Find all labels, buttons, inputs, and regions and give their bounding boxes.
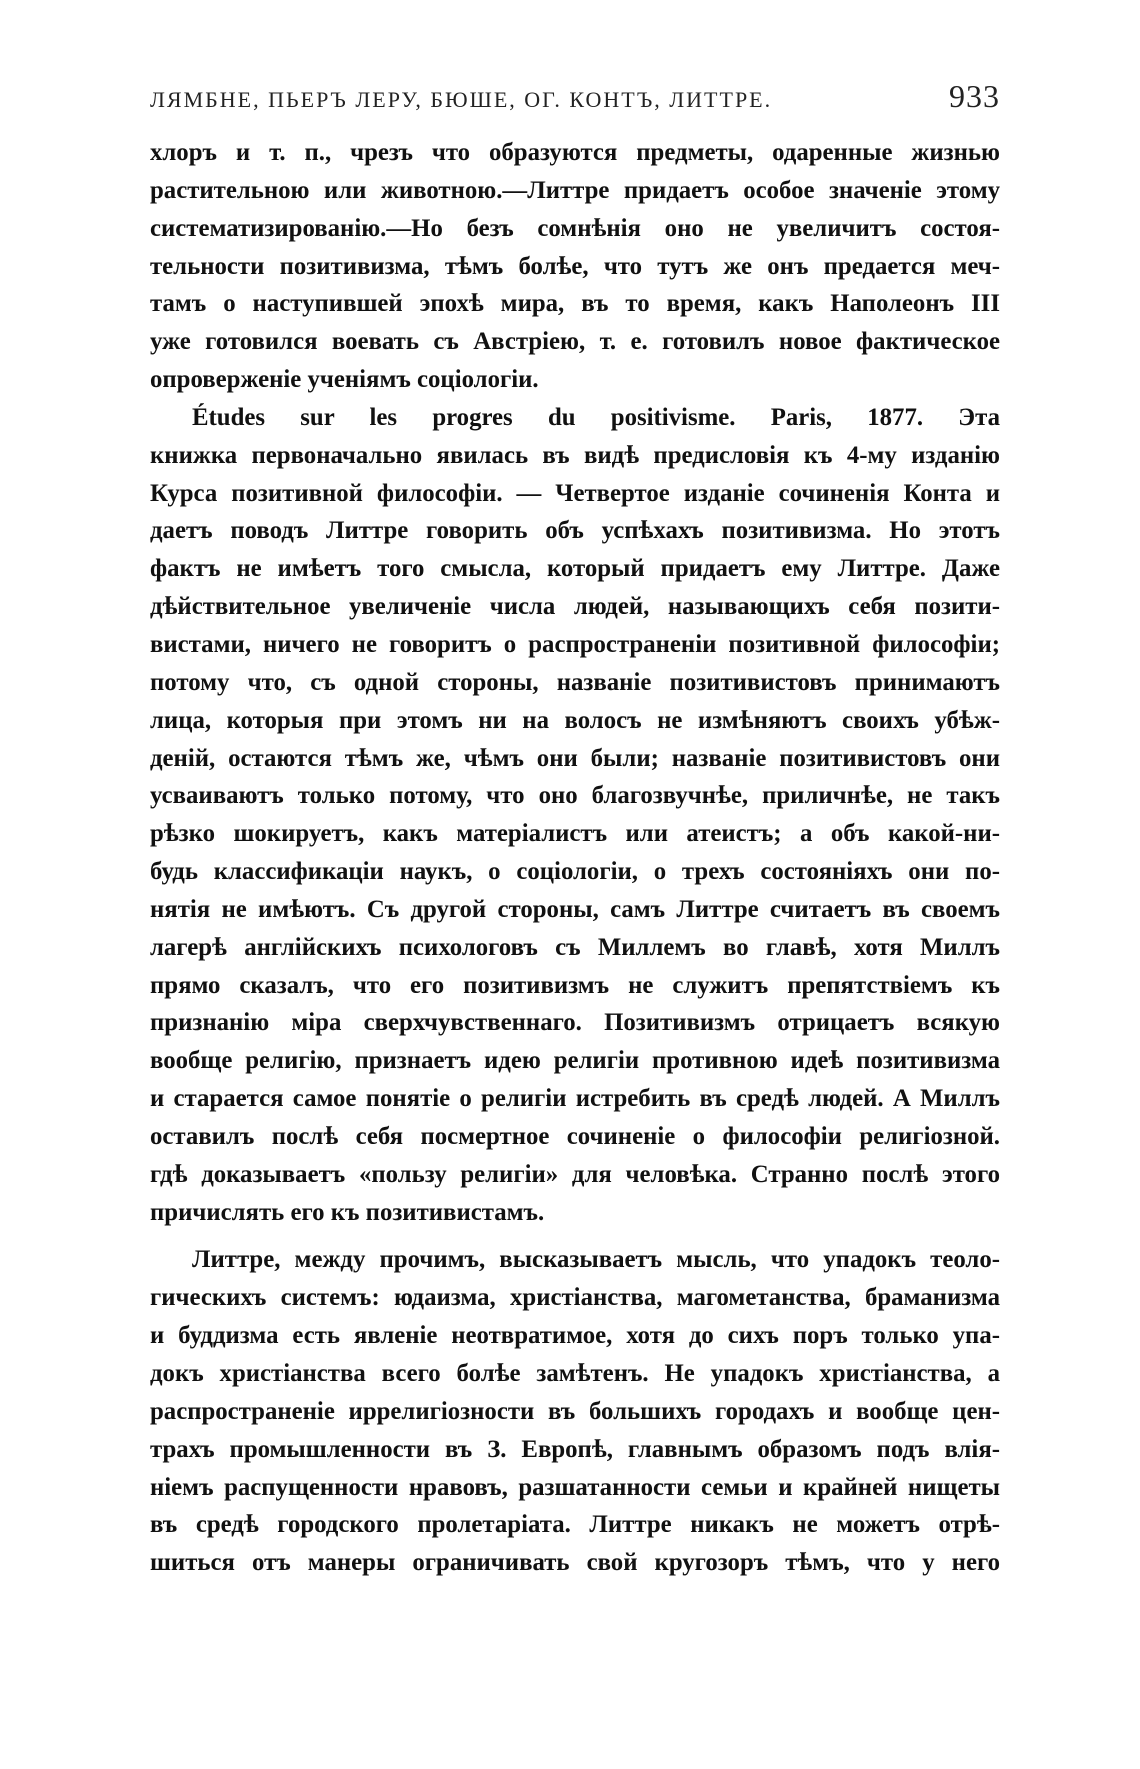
- text-line: уже готовился воевать съ Австріею, т. е. готовилъ новое фактическое: [150, 328, 1000, 356]
- text-line: гическихъ системъ: юдаизма, христіанства, магометанства, браманизма: [150, 1284, 1000, 1312]
- text-line: оставилъ послѣ себя посмертное сочиненіе о философіи религіозной.: [150, 1122, 1000, 1150]
- text-line: фактъ не имѣетъ того смысла, который придаетъ ему Литтре. Даже: [150, 555, 1000, 583]
- text-line: прямо сказалъ, что его позитивизмъ не служитъ препятствіемъ къ: [150, 971, 1000, 999]
- page-number: 933: [949, 78, 1000, 114]
- text-line: дѣйствительное увеличеніе числа людей, называющихъ себя позити-: [150, 593, 1000, 621]
- text-line: въ средѣ городского пролетаріата. Литтре никакъ не можетъ отрѣ-: [150, 1511, 1000, 1539]
- text-line: усваиваютъ только потому, что оно благозвучнѣе, приличнѣе, не такъ: [150, 782, 1000, 810]
- text-line: признанію міра сверхчувственнаго. Позитивизмъ отрицаетъ всякую: [150, 1009, 1000, 1037]
- text-line: Литтре, между прочимъ, высказываетъ мысль, что упадокъ теоло-: [192, 1246, 1000, 1274]
- text-line: будь классификаціи наукъ, о соціологіи, о трехъ состояніяхъ они по-: [150, 858, 1000, 886]
- book-page: [150, 78, 1000, 1582]
- text-line: деній, остаются тѣмъ же, чѣмъ они были; названіе позитивистовъ они: [150, 744, 1000, 772]
- body-text: [150, 134, 1000, 1582]
- text-line: и старается самое понятіе о религіи истребить въ средѣ людей. А Миллъ: [150, 1085, 1000, 1113]
- text-line: тамъ о наступившей эпохѣ мира, въ то время, какъ Наполеонъ III: [150, 290, 1000, 318]
- text-line: гдѣ доказываетъ «пользу религіи» для человѣка. Странно послѣ этого: [150, 1160, 1000, 1188]
- text-line: опроверженіе ученіямъ соціологіи.: [150, 366, 539, 394]
- paragraph-1: [150, 134, 1000, 399]
- text-line: потому что, съ одной стороны, названіе позитивистовъ принимаютъ: [150, 668, 1000, 696]
- text-line: докъ христіанства всего болѣе замѣтенъ. Не упадокъ христіанства, а: [150, 1360, 1000, 1387]
- text-line: систематизированію.—Но безъ сомнѣнія оно не увеличитъ состоя-: [150, 214, 1000, 242]
- paragraph-2: [150, 399, 1000, 1232]
- text-line: вистами, ничего не говоритъ о распространеніи позитивной философіи;: [150, 630, 1000, 658]
- paragraph-3: [150, 1241, 1000, 1582]
- text-line: ніемъ распущенности нравовъ, разшатанности семьи и крайней нищеты: [150, 1473, 1000, 1501]
- text-line: лица, которыя при этомъ ни на волосъ не измѣняютъ своихъ убѣж-: [150, 706, 1000, 734]
- text-line: даетъ поводъ Литтре говорить объ успѣхахъ позитивизма. Но этотъ: [150, 517, 1000, 545]
- text-line: причислять его къ позитивистамъ.: [150, 1198, 545, 1226]
- text-line: и буддизма есть явленіе неотвратимое, хотя до сихъ поръ только упа-: [150, 1322, 1000, 1350]
- text-line: растительною или животною.—Литтре придаетъ особое значеніе этому: [150, 176, 1000, 204]
- text-line: нятія не имѣютъ. Съ другой стороны, самъ Литтре считаетъ въ своемъ: [150, 895, 1000, 923]
- text-line: распространеніе иррелигіозности въ большихъ городахъ и вообще цен-: [150, 1397, 1000, 1425]
- text-line: тельности позитивизма, тѣмъ болѣе, что тутъ же онъ предается меч-: [150, 252, 1000, 280]
- running-title: ЛЯМБНЕ, ПЬЕРЪ ЛЕРУ, БЮШЕ, ОГ. КОНТЪ, ЛИТТРЕ.: [150, 87, 773, 112]
- text-line: трахъ промышленности въ З. Европѣ, главнымъ образомъ подъ влія-: [150, 1435, 1000, 1463]
- running-head: [150, 78, 1000, 134]
- text-line: рѣзко шокируетъ, какъ матеріалистъ или атеистъ; а объ какой-ни-: [150, 820, 1000, 848]
- text-line: вообще религію, признаетъ идею религіи противною идеѣ позитивизма: [150, 1047, 1000, 1075]
- text-line: хлоръ и т. п., чрезъ что образуются предметы, одаренные жизнью: [150, 139, 1000, 166]
- text-line: книжка первоначально явилась въ видѣ предисловія къ 4-му изданію: [150, 441, 1000, 469]
- paragraph-gap: [150, 1231, 1000, 1241]
- text-line: лагерѣ англійскихъ психологовъ съ Миллемъ во главѣ, хотя Миллъ: [150, 933, 1000, 961]
- text-line: шиться отъ манеры ограничивать свой кругозоръ тѣмъ, что у него: [150, 1549, 1000, 1577]
- text-line: Études sur les progres du positivisme. Paris, 1877. Эта: [192, 403, 1000, 431]
- text-line: Курса позитивной философіи. — Четвертое изданіе сочиненія Конта и: [150, 479, 1000, 507]
